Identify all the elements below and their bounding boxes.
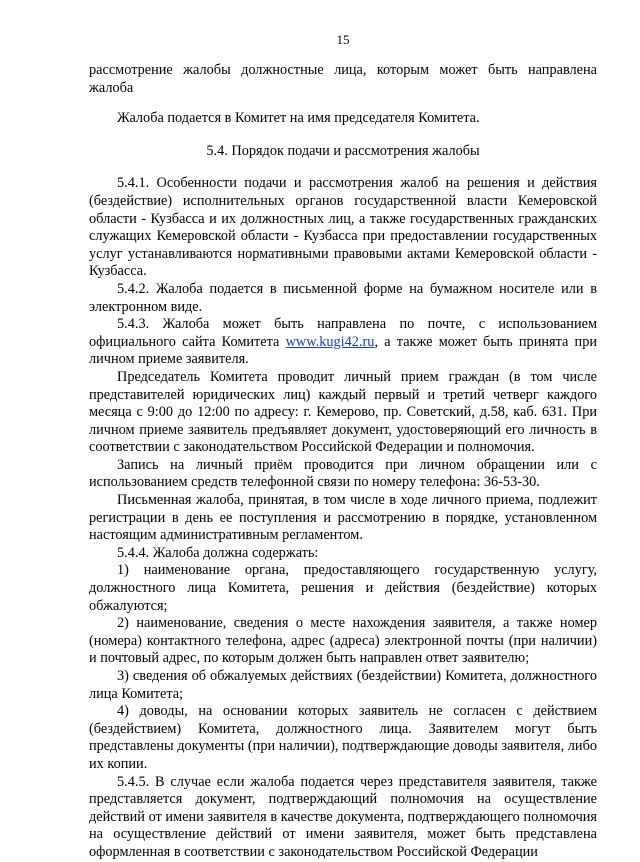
paragraph-5-4-3 — [89, 316, 597, 369]
section-heading: 5.4. Порядок подачи и рассмотрения жалобы — [206, 142, 480, 159]
list-item-3: 3) сведения об обжалуемых действиях (бездействии) Комитета, должностного лица Комитета; — [89, 668, 597, 702]
paragraph-complaint-addressee: Жалоба подается в Комитет на имя председателя Комитета. — [117, 110, 480, 127]
page-number: 15 — [336, 32, 350, 47]
paragraph-5-4-5: 5.4.5. В случае если жалоба подается через представителя заявителя, также представляется документ, подтверждающий полномочия на осуществление действий от имени заявителя в качестве документа, подтверждающего полномочия на осуществление действий от имени заявителя, может быть представлена оформленная в соответствии с законодательством Российской Федерации — [89, 773, 597, 860]
paragraph-5-4-2: 5.4.2. Жалоба подается в письменной форме на бумажном носителе или в электронном виде. — [89, 280, 597, 315]
paragraph-continuation: рассмотрение жалобы должностные лица, которым может быть направлена жалоба — [89, 62, 597, 96]
paragraph-5-4-3-text-start: 5.4.3. Жалоба может быть направлена по почте, с использованием официального сайта Комитета — [89, 316, 597, 350]
paragraph-5-4-1: 5.4.1. Особенности подачи и рассмотрения жалоб на решения и действия (бездействие) исполнительных органов государственной власти Кемеровской области - Кузбасса и их должностных лиц, а также государственных гражданских служащих Кемеровской области - Кузбасса при предоставлении государственных услуг устанавливаются нормативными правовыми актами Кемеровской области - Кузбасса. — [89, 175, 597, 280]
paragraph-written-complaint: Письменная жалоба, принятая, в том числе в ходе личного приема, подлежит регистрации в день ее поступления и рассмотрению в порядке, установленном настоящим административным регламентом. — [89, 492, 597, 544]
paragraph-appointment-phone: Запись на личный приём проводится при личном обращении или с использованием средств телефонной связи по номеру телефона: 36-53-30. — [89, 456, 597, 491]
paragraph-personal-reception: Председатель Комитета проводит личный прием граждан (в том числе представителей юридических лиц) каждый первый и третий четверг каждого месяца с 9:00 до 12:00 по адресу: г. Кемерово, пр. Советский, д.58, каб. 631. При личном приеме заявитель предъявляет документ, удостоверяющий его личность в соответствии с законодательством Российской Федерации и полномочия. — [89, 368, 597, 456]
paragraph-5-4-3-text-end: , а также может быть принята при личном приеме заявителя. — [89, 333, 597, 368]
website-link[interactable]: www.kugi42.ru — [285, 333, 375, 350]
list-item-4: 4) доводы, на основании которых заявитель не согласен с действием (бездействием) Комитета, должностного лица. Заявителем могут быть представлены документы (при наличии), подтверждающие доводы заявителя, либо их копии. — [89, 703, 597, 772]
list-item-2: 2) наименование, сведения о месте нахождения заявителя, а также номер (номера) контактного телефона, адрес (адреса) электронной почты (при наличии) и почтовый адрес, по которым должен быть направлен ответ заявителю; — [89, 615, 597, 667]
list-item-1: 1) наименование органа, предоставляющего государственную услугу, должностного лица Комитета, решения и действия (бездействие) которых обжалуются; — [89, 562, 597, 614]
paragraph-5-4-4: 5.4.4. Жалоба должна содержать: — [117, 544, 319, 561]
document-page — [89, 32, 597, 862]
